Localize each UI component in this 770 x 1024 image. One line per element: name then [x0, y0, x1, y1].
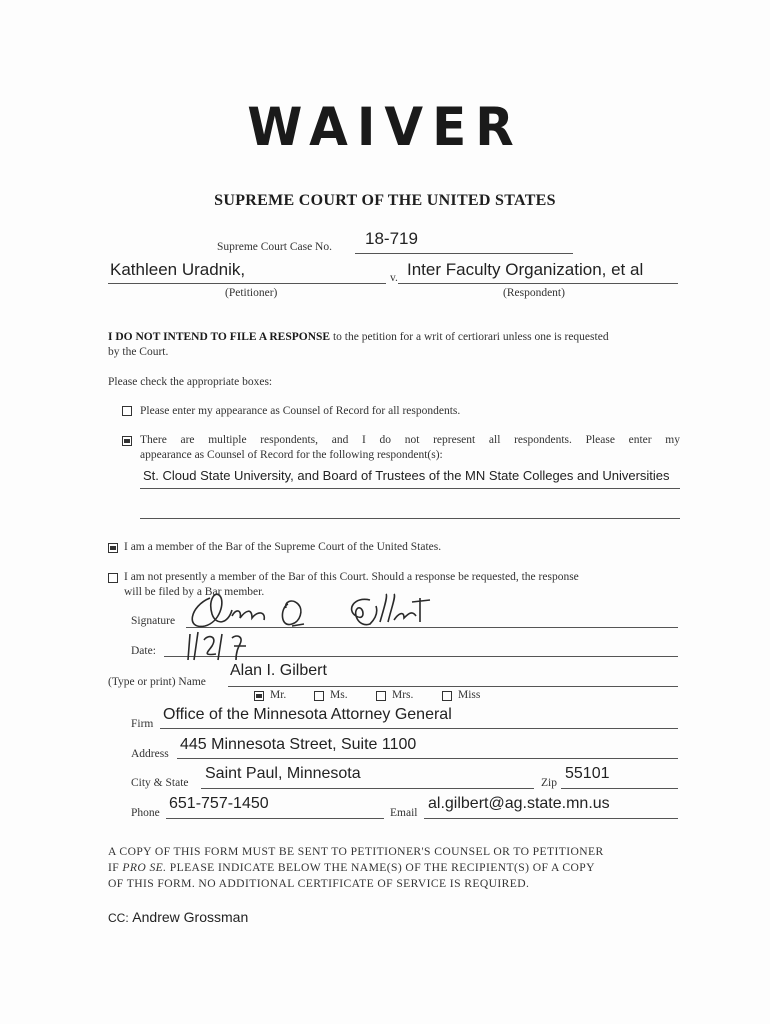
zip-line — [561, 788, 678, 789]
cc-value[interactable]: Andrew Grossman — [132, 909, 249, 925]
phone-value[interactable]: 651-757-1450 — [169, 795, 269, 812]
respondent-caption: (Respondent) — [503, 287, 565, 299]
petitioner-line — [108, 283, 386, 284]
multiple-respondents-label-line1: There are multiple respondents, and I do not represent all respondents. Please enter my — [140, 434, 680, 446]
notice-line2 — [108, 861, 680, 874]
date-label: Date: — [131, 645, 156, 657]
statement-bold: I DO NOT INTEND TO FILE A RESPONSE — [108, 331, 331, 343]
city-state-value[interactable]: Saint Paul, Minnesota — [205, 765, 361, 782]
instructions-text: Please check the appropriate boxes: — [108, 376, 273, 388]
respondents-line-1 — [140, 488, 680, 489]
title-mrs-label: Mrs. — [392, 689, 414, 701]
bar-member-label: I am a member of the Bar of the Supreme Court of the United States. — [124, 541, 442, 553]
address-value[interactable]: 445 Minnesota Street, Suite 1100 — [180, 736, 417, 753]
document-title: WAIVER — [247, 96, 523, 158]
statement-rest: to the petition for a writ of certiorari unless one is requested — [330, 331, 609, 343]
notice-line3: OF THIS FORM. NO ADDITIONAL CERTIFICATE OF SERVICE IS REQUIRED. — [108, 877, 530, 890]
all-respondents-checkbox[interactable] — [122, 406, 132, 416]
bar-member-checkbox[interactable] — [108, 543, 118, 553]
address-label: Address — [131, 748, 169, 760]
notice-line2-pre: IF — [108, 861, 123, 874]
notice-line1: A COPY OF THIS FORM MUST BE SENT TO PETITIONER'S COUNSEL OR TO PETITIONER — [108, 845, 604, 858]
title-mrs-checkbox[interactable] — [376, 691, 386, 701]
not-bar-member-label-line1: I am not presently a member of the Bar of this Court. Should a response be requested, the response — [124, 571, 579, 583]
firm-value[interactable]: Office of the Minnesota Attorney General — [163, 706, 452, 723]
title-mr-checkbox[interactable] — [254, 691, 264, 701]
versus-label: v. — [390, 272, 398, 284]
handwritten-signature — [180, 588, 440, 636]
city-state-line — [201, 788, 534, 789]
respondent-line — [398, 283, 678, 284]
respondents-line-2 — [140, 518, 680, 519]
respondents-list-value[interactable]: St. Cloud State University, and Board of Trustees of the MN State Colleges and Universities — [143, 468, 670, 483]
all-respondents-label: Please enter my appearance as Counsel of Record for all respondents. — [140, 405, 461, 417]
phone-line — [166, 818, 384, 819]
title-ms-label: Ms. — [330, 689, 348, 701]
zip-label: Zip — [541, 777, 557, 789]
email-label: Email — [390, 807, 418, 819]
phone-label: Phone — [131, 807, 160, 819]
name-value[interactable]: Alan I. Gilbert — [230, 662, 327, 679]
email-line — [424, 818, 678, 819]
name-label: (Type or print) Name — [108, 676, 206, 688]
title-mr-label: Mr. — [270, 689, 287, 701]
name-line — [228, 686, 678, 687]
multiple-respondents-label-line2: appearance as Counsel of Record for the following respondent(s): — [140, 449, 443, 461]
city-state-label: City & State — [131, 777, 189, 789]
title-ms-checkbox[interactable] — [314, 691, 324, 701]
multiple-respondents-checkbox[interactable] — [122, 436, 132, 446]
not-bar-member-label-line2: will be filed by a Bar member. — [124, 586, 265, 598]
case-number-label: Supreme Court Case No. — [217, 241, 332, 253]
zip-value[interactable]: 55101 — [565, 765, 610, 782]
firm-line — [160, 728, 678, 729]
cc-field — [108, 909, 248, 925]
title-miss-checkbox[interactable] — [442, 691, 452, 701]
court-name: SUPREME COURT OF THE UNITED STATES — [214, 192, 556, 209]
statement-line2: by the Court. — [108, 346, 169, 358]
address-line — [177, 758, 678, 759]
not-bar-member-checkbox[interactable] — [108, 573, 118, 583]
respondent-name[interactable]: Inter Faculty Organization, et al — [407, 260, 644, 279]
email-value[interactable]: al.gilbert@ag.state.mn.us — [428, 795, 610, 812]
petitioner-name[interactable]: Kathleen Uradnik, — [110, 260, 246, 279]
petitioner-caption: (Petitioner) — [225, 287, 278, 299]
handwritten-date — [182, 630, 262, 664]
firm-label: Firm — [131, 718, 154, 730]
signature-label: Signature — [131, 615, 176, 627]
statement-line1 — [108, 331, 688, 343]
notice-line2-post: PLEASE INDICATE BELOW THE NAME(S) OF THE RECIPIENT(S) OF A COPY — [166, 861, 595, 874]
case-number-line — [355, 253, 573, 254]
notice-pro-se: PRO SE. — [122, 861, 167, 874]
title-miss-label: Miss — [458, 689, 481, 701]
cc-label: CC: — [108, 911, 129, 925]
case-number-value[interactable]: 18-719 — [365, 229, 418, 248]
